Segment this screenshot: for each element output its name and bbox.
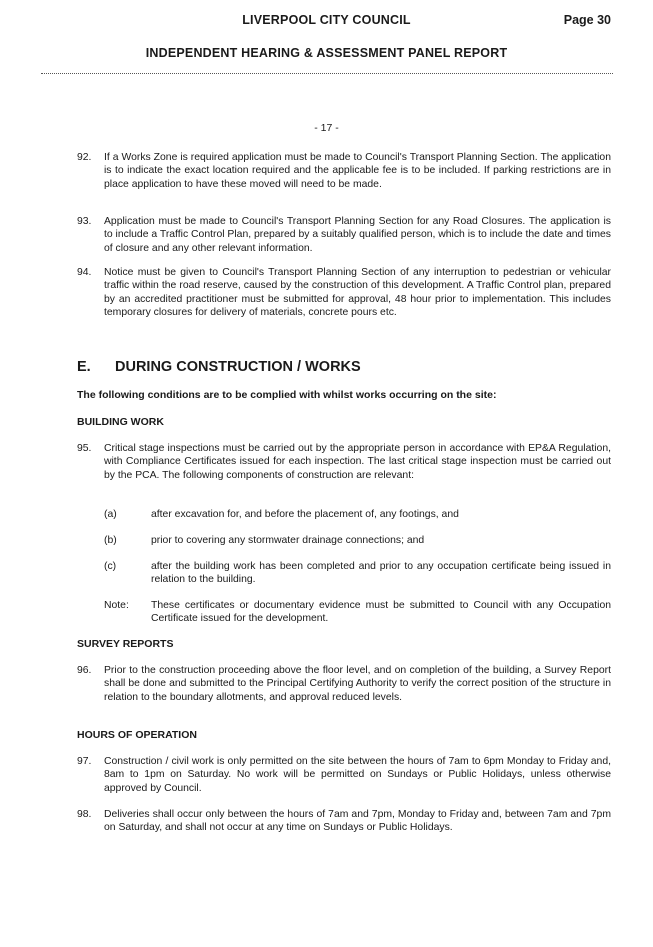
condition-number: 96. [77, 665, 92, 676]
section-title: DURING CONSTRUCTION / WORKS [115, 359, 361, 375]
condition-number: 95. [77, 443, 92, 454]
condition-text: Critical stage inspections must be carried out by the appropriate person in accordance with EP&A Regulation, with Compliance Certificates issued for each inspection. The last critical stage inspection must be carried out by the PCA. The following components of construction are relevant: [104, 443, 611, 481]
condition-93 [77, 215, 611, 255]
condition-text: If a Works Zone is required application must be made to Council's Transport Planning Section. The application is to indicate the exact location required and the applicable fee is to be included. If parking restrictions are in place application to have these moved will need to be made. [104, 152, 611, 190]
page-label: Page 30 [563, 13, 611, 27]
condition-98 [77, 808, 611, 835]
hours-heading: HOURS OF OPERATION [77, 729, 197, 741]
condition-97 [77, 755, 611, 795]
condition-text: Deliveries shall occur only between the hours of 7am and 7pm, Monday to Friday and, between 7am and 7pm on Saturday, and shall not occur at any time on Sundays or Public Holidays. [104, 809, 611, 834]
sub-item-label: (a) [104, 509, 117, 520]
note [104, 599, 611, 626]
condition-text: Notice must be given to Council's Transport Planning Section of any interruption to pedestrian or vehicular traffic within the road reserve, caused by the construction of this development. A Traffic Control plan, prepared by an accredited practitioner must be submitted for approval, 48 hour prior to implementation. This includes temporary closures for delivery of materials, concrete pours etc. [104, 267, 611, 319]
condition-number: 98. [77, 809, 92, 820]
condition-96 [77, 664, 611, 704]
sub-item-c [104, 560, 611, 587]
section-heading [77, 359, 361, 375]
sub-item-text: after excavation for, and before the placement of, any footings, and [151, 509, 459, 520]
sub-item-label: (b) [104, 535, 117, 546]
sub-item-text: after the building work has been completed and prior to any occupation certificate being issued in relation to the building. [151, 561, 611, 586]
report-title: INDEPENDENT HEARING & ASSESSMENT PANEL REPORT [145, 46, 508, 60]
council-name: LIVERPOOL CITY COUNCIL [242, 13, 411, 27]
sub-item-b [104, 534, 611, 547]
condition-number: 92. [77, 152, 92, 163]
condition-text: Application must be made to Council's Transport Planning Section for any Road Closures. The application is to include a Traffic Control Plan, prepared by a suitably qualified person, which is to include the date and times of closure and any other relevant information. [104, 216, 611, 254]
note-text: These certificates or documentary evidence must be submitted to Council with any Occupation Certificate issued for the development. [151, 600, 611, 625]
condition-number: 93. [77, 216, 92, 227]
condition-number: 94. [77, 267, 92, 278]
note-label: Note: [104, 600, 129, 611]
condition-text: Construction / civil work is only permitted on the site between the hours of 7am to 6pm Monday to Friday and, 8am to 1pm on Saturday. No work will be permitted on Sundays or Public Holidays, unless otherwise approved by Council. [104, 756, 611, 794]
section-intro: The following conditions are to be complied with whilst works occurring on the site: [77, 389, 497, 401]
section-letter: E. [77, 359, 91, 375]
survey-reports-heading: SURVEY REPORTS [77, 638, 174, 650]
sub-item-text: prior to covering any stormwater drainage connections; and [151, 535, 425, 546]
page-number: - 17 - [314, 122, 339, 134]
condition-95 [77, 442, 611, 482]
header-divider [41, 73, 613, 74]
building-work-heading: BUILDING WORK [77, 416, 164, 428]
sub-item-label: (c) [104, 561, 117, 572]
condition-number: 97. [77, 756, 92, 767]
sub-item-a [104, 508, 611, 521]
condition-92 [77, 151, 611, 191]
condition-94 [77, 266, 611, 320]
condition-text: Prior to the construction proceeding above the floor level, and on completion of the building, a Survey Report shall be done and submitted to the Principal Certifying Authority to verify the correct position of the structure in relation to the boundary allotments, and approval reduced levels. [104, 665, 611, 703]
